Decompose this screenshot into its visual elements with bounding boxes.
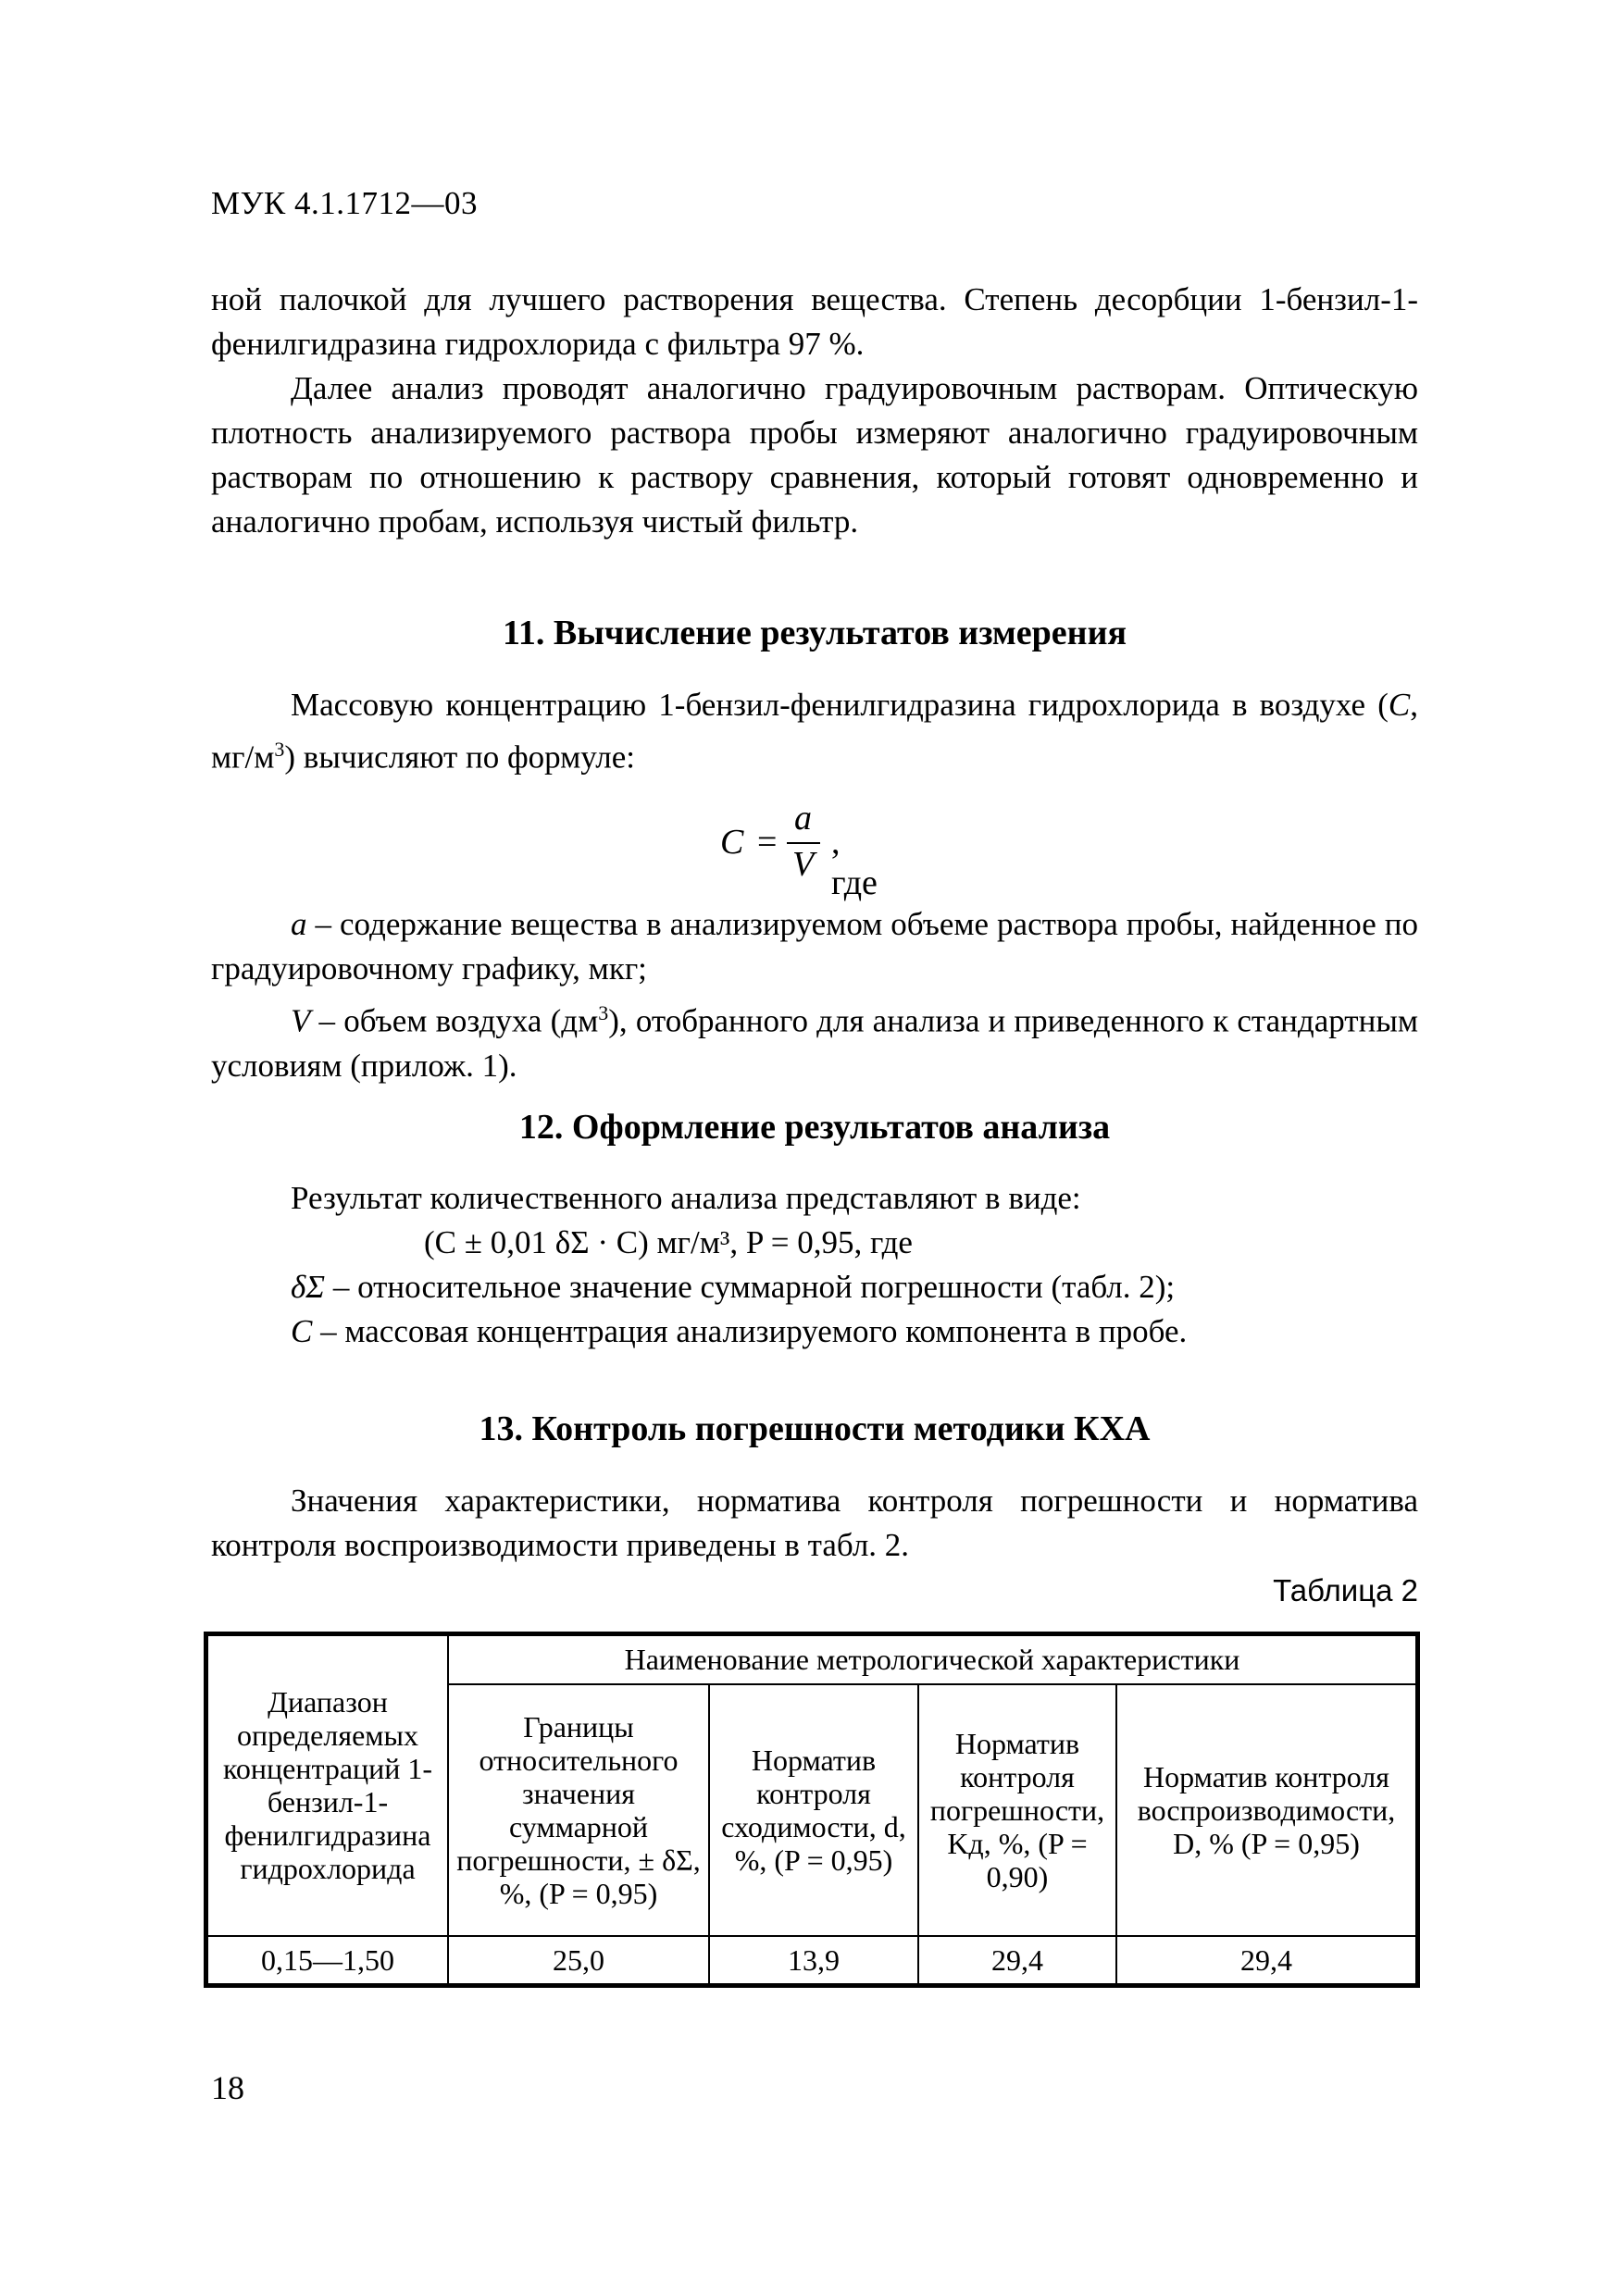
header-total-error: Границы относительного значения суммарной погрешности, ± δΣ, %, (P = 0,95) bbox=[448, 1684, 709, 1936]
table-row bbox=[206, 1936, 1418, 1986]
definition-a: a – содержание вещества в анализируемом объеме раствора пробы, найденное по градуировочному графику, мкг; bbox=[211, 906, 1418, 987]
definition-v: V – объем воздуха $(дм^3)$, отобранного для анализа и приведенного к стандартным условиям (прилож. 1). bbox=[211, 1001, 1418, 1084]
section-13-body bbox=[211, 1479, 1418, 1568]
formula-equals: = bbox=[757, 823, 778, 862]
header-error-control: Норматив контроля погрешности, Kд, %, (P = 0,90) bbox=[918, 1684, 1116, 1936]
page-number: 18 bbox=[211, 2069, 244, 2106]
paragraph-desorption: ной палочкой для лучшего растворения вещества. Степень десорбции 1-бензил-1-фенилгидразина гидрохлорида с фильтра 97 %. bbox=[211, 281, 1418, 362]
header-convergence: Норматив контроля сходимости, d, %, (P = 0,95) bbox=[709, 1684, 918, 1936]
cell-convergence: 13,9 bbox=[709, 1936, 918, 1986]
result-formula: (C ± 0,01 δΣ · C) мг/м³, P = 0,95, где bbox=[424, 1224, 913, 1260]
document-header: МУК 4.1.1712—03 bbox=[211, 185, 478, 221]
cell-reproducibility: 29,4 bbox=[1116, 1936, 1418, 1986]
header-reproducibility: Норматив контроля воспроизводимости, D, % (P = 0,95) bbox=[1116, 1684, 1418, 1936]
cell-total-error: 25,0 bbox=[448, 1936, 709, 1986]
definition-c: C – массовая концентрация анализируемого компонента в пробе. bbox=[291, 1313, 1188, 1349]
body-text-top bbox=[211, 278, 1418, 544]
header-range-cell: Диапазон определяемых концентраций 1-бензил-1-фенилгидразина гидрохлорида bbox=[206, 1634, 449, 1936]
table-caption: Таблица 2 bbox=[1273, 1573, 1418, 1607]
paragraph-analysis: Далее анализ проводят аналогично градуировочным растворам. Оптическую плотность анализируемого раствора пробы измеряют аналогично градуировочным растворам по отношению к раствору сравнения, который готовят одновременно и аналогично пробам, используя чистый фильтр. bbox=[211, 370, 1418, 540]
formula-lhs: C bbox=[720, 823, 744, 862]
formula-suffix: , где bbox=[831, 823, 878, 902]
section-12-title: 12. Оформление результатов анализа bbox=[518, 1108, 1111, 1147]
header-group-cell: Наименование метрологической характеристики bbox=[448, 1634, 1418, 1684]
section-12-body bbox=[211, 1176, 1418, 1354]
section-11-title: 11. Вычисление результатов измерения bbox=[502, 614, 1127, 652]
cell-range: 0,15—1,50 bbox=[206, 1936, 449, 1986]
section-13-title: 13. Контроль погрешности методики КХА bbox=[479, 1409, 1151, 1448]
definition-delta: δΣ – относительное значение суммарной погрешности (табл. 2); bbox=[291, 1269, 1176, 1305]
formula-denominator: V bbox=[792, 845, 815, 884]
metrology-table bbox=[204, 1632, 1420, 1988]
section-11-definitions bbox=[211, 902, 1418, 1088]
cell-error-control: 29,4 bbox=[918, 1936, 1116, 1986]
section-13-intro: Значения характеристики, норматива контроля погрешности и норматива контроля воспроизводимости приведены в табл. 2. bbox=[211, 1483, 1418, 1563]
formula-numerator: a bbox=[794, 799, 812, 838]
section-11-intro: Массовую концентрацию 1-бензил-фенилгидразина гидрохлорида в воздухе (C, $мг/м^3$) вычисляют по формуле: bbox=[211, 687, 1418, 776]
section-12-intro: Результат количественного анализа представляют в виде: bbox=[291, 1180, 1081, 1216]
